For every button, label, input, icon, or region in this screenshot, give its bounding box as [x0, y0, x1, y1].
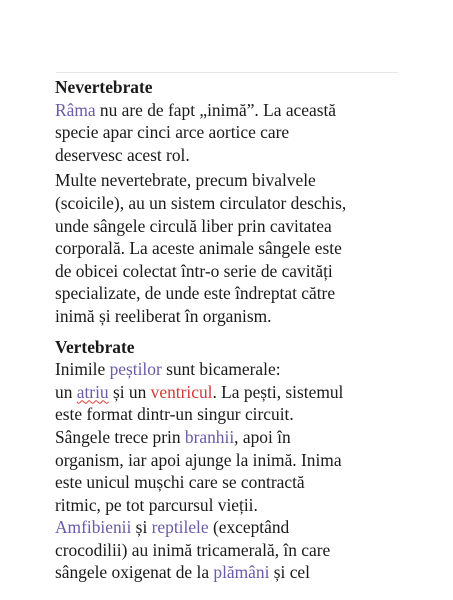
article-link[interactable]: reptilele	[151, 517, 209, 538]
text-run: specializate, de unde este îndreptat către	[55, 283, 336, 304]
article-link[interactable]: Amfibienii	[55, 517, 132, 538]
text-run: , apoi în	[234, 426, 291, 447]
text-run: este format dintr-un singur circuit.	[55, 404, 294, 425]
text-run: Sângele trece prin	[55, 426, 185, 447]
section-heading: Vertebrate	[55, 336, 135, 357]
text-line	[55, 358, 403, 381]
text-run: . La pești, sistemul	[212, 381, 344, 402]
text-run: deservesc acest rol.	[55, 144, 190, 165]
text-run: este unicul mușchi care se contractă	[55, 472, 305, 493]
text-line	[55, 192, 403, 215]
text-run: inimă și reeliberat în organism.	[55, 305, 272, 326]
text-line	[55, 403, 403, 426]
text-run: crocodilii) au inimă tricamerală, în care	[55, 539, 331, 560]
text-run: un	[55, 381, 77, 402]
text-run: și un	[108, 381, 151, 402]
text-line	[55, 237, 403, 260]
paragraph	[55, 169, 403, 327]
text-line	[55, 305, 403, 328]
text-line	[55, 449, 403, 472]
text-run: și	[131, 517, 152, 538]
text-line	[55, 282, 403, 305]
article-link[interactable]: branhii	[184, 426, 235, 447]
article-link[interactable]: Râma	[55, 99, 96, 120]
text-line	[55, 381, 403, 404]
text-run: Multe nevertebrate, precum bivalvele	[55, 170, 316, 191]
text-line	[55, 169, 403, 192]
text-run: sunt bicamerale:	[161, 359, 281, 380]
text-run: (scoicile), au un sistem circulator deschis,	[55, 192, 347, 213]
text-line	[55, 215, 403, 238]
text-run: nu are de fapt „inimă”. La această	[95, 99, 337, 120]
text-run: Inimile	[55, 359, 110, 380]
text-run: ritmic, pe tot parcursul vieții.	[55, 494, 258, 515]
text-line	[55, 121, 403, 144]
text-run: sângele oxigenat de la	[55, 562, 214, 583]
text-line	[55, 561, 403, 584]
article-body	[55, 76, 403, 584]
text-line	[55, 260, 403, 283]
article-link[interactable]: plămâni	[213, 562, 270, 583]
text-run: organism, iar apoi ajunge la inimă. Inima	[55, 449, 342, 470]
text-line	[55, 99, 403, 122]
missing-article-link[interactable]: ventricul	[150, 381, 213, 402]
text-run: (exceptând	[208, 517, 290, 538]
text-line	[55, 471, 403, 494]
text-run: specie apar cinci arce aortice care	[55, 122, 290, 143]
text-line	[55, 516, 403, 539]
paragraph	[55, 99, 403, 167]
text-run: de obicei colectat într-o serie de cavități	[55, 260, 333, 281]
text-run: și cel	[269, 562, 310, 583]
text-line	[55, 494, 403, 517]
page-top-rule	[56, 72, 398, 73]
text-line	[55, 144, 403, 167]
text-run: corporală. La aceste animale sângele este	[55, 238, 342, 259]
article-link[interactable]: peștilor	[109, 359, 162, 380]
text-run: unde sângele circulă liber prin cavitatea	[55, 215, 332, 236]
paragraph	[55, 358, 403, 584]
section-heading: Nevertebrate	[55, 77, 153, 97]
article-link[interactable]: atriu	[76, 381, 109, 402]
text-line	[55, 539, 403, 562]
text-line	[55, 426, 403, 449]
